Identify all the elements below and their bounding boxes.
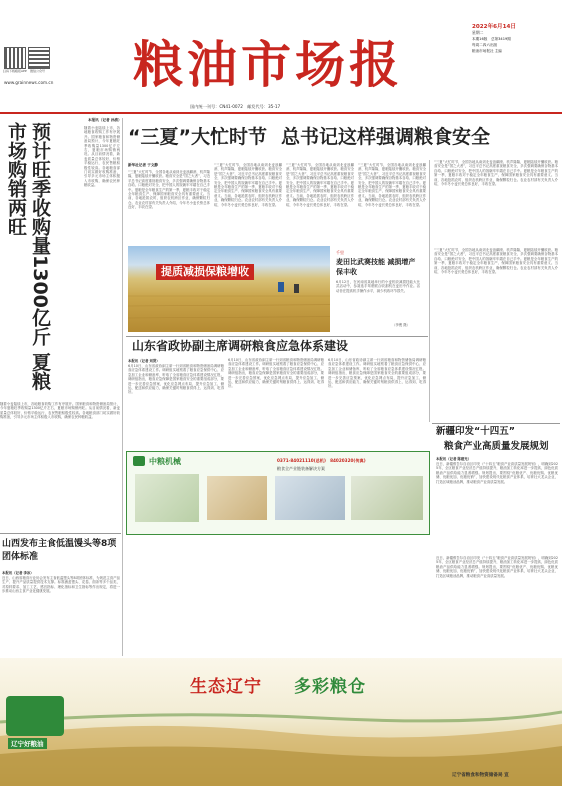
mid-headline: 山东省政协副主席调研粮食应急体系建设 (132, 339, 349, 353)
machinery-ad (126, 451, 430, 535)
mid-body-col3: 6月10日，山东省政协副主席一行到省粮食和物资储备局调研粮食应急体系建设工作。调研组实地察看了粮食应急保供中心、应急加工企业和储备库，听取了全省粮食应急体系建设情况汇报。调研组指出，粮食应急保障是国家粮食安全的重要组成部分，要进一步完善应急预案，优化应急网点布局，提升应急加工、储运、配送和供应能力，确保关键时刻粮食供得上、运得到、吃得好。 (328, 358, 426, 389)
right-headline-line2: 粮食产业高质量发展规划 (444, 441, 549, 452)
machine-image (351, 476, 423, 520)
ad-company: 中粮机械 (149, 457, 181, 466)
left-story-author: 本报讯（记者 孙旗） (88, 118, 122, 122)
qr-code-icon (28, 47, 50, 69)
ad-sponsor: 辽宁省粮食和物资储备局 宣 (452, 773, 509, 778)
website[interactable]: www.grainnews.com.cn (4, 80, 54, 85)
issue-info: 国内统一刊号：CN41-0072 邮发代号：35-17 (190, 104, 281, 109)
lead-body-col1: “三夏”大忙时节，全国各地从南到北麦浪翻滚、机声隆隆，夏粮陆续开镰收获。粮食安全是“国之大者”，习近平总书记高度重视粮食安全，多次强调要确保谷物基本自给、口粮绝对安全，把中国人的饭碗牢牢端在自己手中。夏粮是全年粮食生产的第一季，夏粮丰收对于稳定全年粮食生产、保障国家粮食安全具有重要意义。当前，各地抢抓农时，组织农机跨区作业，确保颗粒归仓。农业农村部有关负责人介绍，今年冬小麦长势总体良好，丰收在望。 (128, 170, 210, 210)
field-landscape (0, 658, 562, 786)
photo-tag: 千里 (336, 250, 344, 255)
photo-credit: （李俊 摄） (392, 323, 411, 327)
right-body-1: 近日，新疆维吾尔自治区印发《“十四五”粮食产业高质量发展规划》，明确到2025年，全区粮食产业经济总产值持续提升，粮油加工转化率进一步提高，绿色优质粮油产品供给能力显著增强。规划提出，要围绕“优粮优产、优粮优购、优粮优储、优粮优加、优粮优销”，加快建设现代化粮食产业体系，培育壮大龙头企业，打造区域粮油品牌，推动粮食产业高质量发展。 (436, 462, 558, 484)
ad-slogan-1: 生态辽宁 (190, 677, 262, 697)
right-body-2: 近日，新疆维吾尔自治区印发《“十四五”粮食产业高质量发展规划》，明确到2025年，全区粮食产业经济总产值持续提升，粮油加工转化率进一步提高，绿色优质粮油产品供给能力显著增强。规划提出，要围绕“优粮优产、优粮优购、优粮优储、优粮优加、优粮优销”，加快建设现代化粮食产业体系，培育壮大龙头企业，打造区域粮油品牌，推动粮食产业高质量发展。 (436, 556, 558, 578)
lead-author: 新华社记者 于文静 (128, 163, 159, 167)
machine-image (135, 474, 199, 522)
lead-body-col5: “三夏”大忙时节，全国各地从南到北麦浪翻滚、机声隆隆，夏粮陆续开镰收获。粮食安全是“国之大者”，习近平总书记高度重视粮食安全，多次强调要确保谷物基本自给、口粮绝对安全，把中国人的饭碗牢牢端在自己手中。夏粮是全年粮食生产的第一季，夏粮丰收对于稳定全年粮食生产、保障国家粮食安全具有重要意义。当前，各地抢抓农时，组织农机跨区作业，确保颗粒归仓。农业农村部有关负责人介绍，今年冬小麦长势总体良好，丰收在望。 (434, 160, 558, 187)
left-story2-author: 本报讯（记者 李冰） (2, 571, 34, 575)
machine-image (275, 476, 345, 520)
machine-image (207, 476, 267, 520)
ad-slogan-2: 多彩粮仓 (294, 677, 366, 697)
left-story-body-2: 随着小麦陆续上市，各地粮食收购工作有序展开。国家粮食和物资储备局预计，今年夏粮旺季收购量1300亿斤左右，夏粮市场购销两旺。从目前情况看，新麦质量总体较好，价格平稳运行，农民售粮积极性较高。各地粮食部门切实做好收购准备，引导多元市场主体积极入市收购，确保农民种粮收益。 (0, 402, 120, 420)
mid-body-col1: 6月10日，山东省政协副主席一行到省粮食和物资储备局调研粮食应急体系建设工作。调研组实地察看了粮食应急保供中心、应急加工企业和储备库，听取了全省粮食应急体系建设情况汇报。调研组指出，粮食应急保障是国家粮食安全的重要组成部分，要进一步完善应急预案，优化应急网点布局，提升应急加工、储运、配送和供应能力，确保关键时刻粮食供得上、运得到、吃得好。 (128, 364, 224, 395)
meta-line: 每周二四六出版 (472, 43, 498, 47)
right-headline-line1: 新疆印发“十四五” (436, 426, 515, 437)
ad-phone: 0371-84021110(总机) 84020320(传真) (277, 458, 366, 463)
right-author: 本报讯（记者 陈建光） (436, 457, 472, 461)
photo-banner: 提质减损保粮增收 (156, 264, 254, 280)
left-story-body: 随着小麦陆续上市，各地粮食收购工作有序展开。国家粮食和物资储备局预计，今年夏粮旺季收购量1300亿斤左右，夏粮市场购销两旺。从目前情况看，新麦质量总体较好，价格平稳运行，农民售粮积极性较高。各地粮食部门切实做好收购准备，引导多元市场主体积极入市收购，确保农民种粮收益。 (84, 126, 120, 188)
bottom-ad (0, 658, 562, 786)
photo-caption-title: 麦田比武赛技能 减损增产保丰收 (336, 258, 416, 276)
mid-author: 本报讯（记者 刘贤） (128, 359, 160, 363)
issue-date: 2022年6月14日 (472, 24, 517, 30)
ad-left-badge (6, 696, 64, 736)
ad-slogan: 粮食全产业链装备解决方案 (277, 466, 325, 471)
qr-label: 扫码下载粮报APP (3, 69, 27, 73)
ad-left-tag: 辽宁好粮油 (8, 738, 47, 749)
newspaper-title: 粮油市场报 (133, 36, 403, 94)
ad-logo-icon (133, 456, 145, 466)
qr-label-2: 微信公众号 (30, 69, 46, 73)
lead-headline-part1: “三夏”大忙时节 (128, 126, 267, 148)
lead-headline (128, 124, 490, 150)
masthead (0, 0, 562, 118)
photo-caption-box (330, 246, 426, 332)
weekday: 星期二 (472, 30, 484, 35)
left-story2-headline: 山西发布主食低温馒头等8项团体标准 (2, 539, 117, 562)
left-story2-body: 近日，山西省粮食行业协会发布主食低温馒头等8项团体标准，为规范主食产品生产、提升产品质量提供技术支撑。标准涵盖馒头、花卷、面条等多个品类，对原料要求、加工工艺、感官指标、理化指标和卫生指标等作出规定，将进一步推动山西主食产业化健康发展。 (2, 576, 120, 594)
lead-body-col3: “三夏”大忙时节，全国各地从南到北麦浪翻滚、机声隆隆，夏粮陆续开镰收获。粮食安全是“国之大者”，习近平总书记高度重视粮食安全，多次强调要确保谷物基本自给、口粮绝对安全，把中国人的饭碗牢牢端在自己手中。夏粮是全年粮食生产的第一季，夏粮丰收对于稳定全年粮食生产、保障国家粮食安全具有重要意义。当前，各地抢抓农时，组织农机跨区作业，确保颗粒归仓。农业农村部有关负责人介绍，今年冬小麦长势总体良好，丰收在望。 (286, 163, 354, 207)
photo-caption-body: 6月12日，在河南省某地举行的小麦机收减损技能大比武活动中，参赛选手驾驶联合收割机在麦田中作业。活动旨在提高机手操作水平，减少机收环节损失。 (336, 280, 420, 293)
meta-line: 粮油市场报社 主编 (472, 49, 502, 53)
qr-code-icon (4, 47, 26, 69)
lead-body-col2: “三夏”大忙时节，全国各地从南到北麦浪翻滚、机声隆隆，夏粮陆续开镰收获。粮食安全是“国之大者”，习近平总书记高度重视粮食安全，多次强调要确保谷物基本自给、口粮绝对安全，把中国人的饭碗牢牢端在自己手中。夏粮是全年粮食生产的第一季，夏粮丰收对于稳定全年粮食生产、保障国家粮食安全具有重要意义。当前，各地抢抓农时，组织农机跨区作业，确保颗粒归仓。农业农村部有关负责人介绍，今年冬小麦长势总体良好，丰收在望。 (214, 163, 282, 207)
lead-body-col6: “三夏”大忙时节，全国各地从南到北麦浪翻滚、机声隆隆，夏粮陆续开镰收获。粮食安全是“国之大者”，习近平总书记高度重视粮食安全，多次强调要确保谷物基本自给、口粮绝对安全，把中国人的饭碗牢牢端在自己手中。夏粮是全年粮食生产的第一季，夏粮丰收对于稳定全年粮食生产、保障国家粮食安全具有重要意义。当前，各地抢抓农时，组织农机跨区作业，确保颗粒归仓。农业农村部有关负责人介绍，今年冬小麦长势总体良好，丰收在望。 (434, 248, 558, 275)
meta-line: 本期16版 总第3419期 (472, 37, 511, 41)
left-story-headline: 预计旺季收购量1300亿斤 夏粮市场购销两旺 (5, 122, 51, 391)
masthead-rule (0, 112, 562, 114)
mid-body-col2: 6月10日，山东省政协副主席一行到省粮食和物资储备局调研粮食应急体系建设工作。调研组实地察看了粮食应急保供中心、应急加工企业和储备库，听取了全省粮食应急体系建设情况汇报。调研组指出，粮食应急保障是国家粮食安全的重要组成部分，要进一步完善应急预案，优化应急网点布局，提升应急加工、储运、配送和供应能力，确保关键时刻粮食供得上、运得到、吃得好。 (228, 358, 324, 389)
lead-body-col4: “三夏”大忙时节，全国各地从南到北麦浪翻滚、机声隆隆，夏粮陆续开镰收获。粮食安全是“国之大者”，习近平总书记高度重视粮食安全，多次强调要确保谷物基本自给、口粮绝对安全，把中国人的饭碗牢牢端在自己手中。夏粮是全年粮食生产的第一季，夏粮丰收对于稳定全年粮食生产、保障国家粮食安全具有重要意义。当前，各地抢抓农时，组织农机跨区作业，确保颗粒归仓。农业农村部有关负责人介绍，今年冬小麦长势总体良好，丰收在望。 (358, 163, 426, 207)
lead-headline-part2: 总书记这样强调粮食安全 (280, 126, 490, 148)
